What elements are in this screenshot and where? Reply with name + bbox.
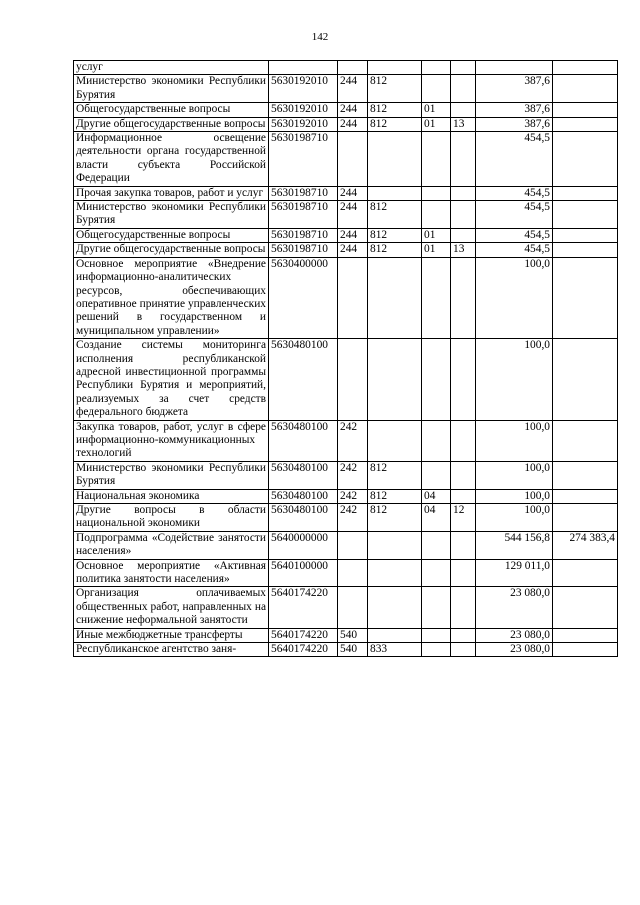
row-section-cell bbox=[422, 420, 451, 461]
row-kind-cell bbox=[338, 132, 368, 187]
row-code-cell: 5640000000 bbox=[269, 531, 338, 559]
table-row bbox=[74, 628, 618, 642]
budget-table bbox=[73, 60, 618, 657]
row-kind-cell bbox=[338, 587, 368, 628]
row-amount2-cell bbox=[553, 117, 618, 131]
table-row bbox=[74, 75, 618, 103]
row-dept-cell: 812 bbox=[368, 117, 422, 131]
row-amount-cell: 454,5 bbox=[476, 132, 553, 187]
row-name-cell: Закупка товаров, работ, услуг в сфере информационно-коммуникационных технологий bbox=[74, 420, 269, 461]
row-name-cell: Основное мероприятие «Внедрение информационно-аналитических ресурсов, обеспечивающих оперативное принятие управленческих решений в государственном и муниципальном управлении» bbox=[74, 257, 269, 338]
row-section-cell bbox=[422, 201, 451, 229]
row-amount-cell: 454,5 bbox=[476, 201, 553, 229]
row-subsection-cell bbox=[451, 643, 476, 657]
row-section-cell bbox=[422, 461, 451, 489]
row-subsection-cell bbox=[451, 339, 476, 420]
table-row bbox=[74, 228, 618, 242]
row-dept-cell: 812 bbox=[368, 103, 422, 117]
row-amount2-cell bbox=[553, 257, 618, 338]
row-name-cell: Другие общегосударственные вопросы bbox=[74, 243, 269, 257]
row-amount-cell: 454,5 bbox=[476, 228, 553, 242]
row-kind-cell: 540 bbox=[338, 643, 368, 657]
table-row bbox=[74, 257, 618, 338]
row-name-cell: Министерство экономики Республики Бурятия bbox=[74, 201, 269, 229]
row-amount2-cell bbox=[553, 75, 618, 103]
row-name-cell: Министерство экономики Республики Бурятия bbox=[74, 461, 269, 489]
row-code-cell: 5630198710 bbox=[269, 201, 338, 229]
row-name-cell: Информационное освещение деятельности органа государственной власти субъекта Российской Федерации bbox=[74, 132, 269, 187]
row-amount2-cell bbox=[553, 643, 618, 657]
row-amount2-cell bbox=[553, 628, 618, 642]
table-row bbox=[74, 643, 618, 657]
row-section-cell bbox=[422, 559, 451, 587]
row-dept-cell bbox=[368, 257, 422, 338]
row-kind-cell: 244 bbox=[338, 228, 368, 242]
row-name-cell: Подпрограмма «Содействие занятости населения» bbox=[74, 531, 269, 559]
row-section-cell bbox=[422, 628, 451, 642]
row-dept-cell: 812 bbox=[368, 461, 422, 489]
row-amount2-cell: 274 383,4 bbox=[553, 531, 618, 559]
row-amount2-cell bbox=[553, 420, 618, 461]
row-amount-cell: 129 011,0 bbox=[476, 559, 553, 587]
row-subsection-cell bbox=[451, 75, 476, 103]
row-name-cell: Иные межбюджетные трансферты bbox=[74, 628, 269, 642]
row-section-cell: 01 bbox=[422, 103, 451, 117]
row-subsection-cell bbox=[451, 132, 476, 187]
row-amount2-cell bbox=[553, 103, 618, 117]
row-code-cell: 5630400000 bbox=[269, 257, 338, 338]
row-subsection-cell bbox=[451, 201, 476, 229]
row-dept-cell: 812 bbox=[368, 75, 422, 103]
row-subsection-cell bbox=[451, 186, 476, 200]
row-section-cell: 01 bbox=[422, 117, 451, 131]
row-subsection-cell bbox=[451, 420, 476, 461]
table-row bbox=[74, 489, 618, 503]
row-subsection-cell bbox=[451, 587, 476, 628]
row-dept-cell: 812 bbox=[368, 201, 422, 229]
row-dept-cell bbox=[368, 628, 422, 642]
table-row bbox=[74, 504, 618, 532]
row-amount-cell: 100,0 bbox=[476, 489, 553, 503]
row-dept-cell bbox=[368, 420, 422, 461]
row-subsection-cell: 13 bbox=[451, 117, 476, 131]
row-amount-cell: 387,6 bbox=[476, 103, 553, 117]
row-kind-cell: 242 bbox=[338, 420, 368, 461]
row-kind-cell: 242 bbox=[338, 504, 368, 532]
row-amount2-cell bbox=[553, 504, 618, 532]
table-row bbox=[74, 531, 618, 559]
row-name-cell: Общегосударственные вопросы bbox=[74, 103, 269, 117]
row-dept-cell bbox=[368, 132, 422, 187]
row-section-cell bbox=[422, 186, 451, 200]
row-kind-cell: 244 bbox=[338, 186, 368, 200]
row-kind-cell: 244 bbox=[338, 103, 368, 117]
row-kind-cell: 244 bbox=[338, 243, 368, 257]
row-amount-cell: 100,0 bbox=[476, 257, 553, 338]
row-amount-cell: 387,6 bbox=[476, 75, 553, 103]
row-section-cell: 01 bbox=[422, 243, 451, 257]
row-amount-cell: 23 080,0 bbox=[476, 628, 553, 642]
table-row bbox=[74, 587, 618, 628]
row-code-cell: 5640174220 bbox=[269, 628, 338, 642]
row-amount2-cell bbox=[553, 243, 618, 257]
row-code-cell: 5640174220 bbox=[269, 587, 338, 628]
page-number: 142 bbox=[311, 31, 329, 43]
row-amount2-cell bbox=[553, 339, 618, 420]
row-dept-cell: 812 bbox=[368, 228, 422, 242]
row-amount-cell: 100,0 bbox=[476, 420, 553, 461]
row-section-cell bbox=[422, 587, 451, 628]
row-kind-cell: 244 bbox=[338, 201, 368, 229]
table-row bbox=[74, 117, 618, 131]
row-code-cell: 5630480100 bbox=[269, 504, 338, 532]
row-code-cell: 5630480100 bbox=[269, 461, 338, 489]
row-section-cell: 04 bbox=[422, 504, 451, 532]
row-amount2-cell bbox=[553, 186, 618, 200]
row-name-cell: Другие вопросы в области национальной экономики bbox=[74, 504, 269, 532]
row-section-cell: 01 bbox=[422, 228, 451, 242]
row-section-cell: 04 bbox=[422, 489, 451, 503]
table-row bbox=[74, 243, 618, 257]
row-section-cell bbox=[422, 643, 451, 657]
continuation-row bbox=[74, 61, 618, 75]
row-name-cell: Общегосударственные вопросы bbox=[74, 228, 269, 242]
row-code-cell: 5640100000 bbox=[269, 559, 338, 587]
row-dept-cell: 812 bbox=[368, 489, 422, 503]
row-name-cell: Основное мероприятие «Активная политика занятости населения» bbox=[74, 559, 269, 587]
row-section-cell bbox=[422, 531, 451, 559]
row-section-cell bbox=[422, 75, 451, 103]
row-code-cell: 5630198710 bbox=[269, 228, 338, 242]
row-dept-cell bbox=[368, 531, 422, 559]
row-code-cell: 5640174220 bbox=[269, 643, 338, 657]
row-name-cell: Прочая закупка товаров, работ и услуг bbox=[74, 186, 269, 200]
row-subsection-cell bbox=[451, 103, 476, 117]
row-subsection-cell: 13 bbox=[451, 243, 476, 257]
table-row bbox=[74, 559, 618, 587]
row-dept-cell bbox=[368, 339, 422, 420]
row-subsection-cell bbox=[451, 489, 476, 503]
row-amount2-cell bbox=[553, 559, 618, 587]
table-row bbox=[74, 132, 618, 187]
row-code-cell: 5630198710 bbox=[269, 186, 338, 200]
row-subsection-cell bbox=[451, 461, 476, 489]
row-name-cell: Министерство экономики Республики Бурятия bbox=[74, 75, 269, 103]
row-kind-cell: 242 bbox=[338, 461, 368, 489]
row-kind-cell: 242 bbox=[338, 489, 368, 503]
row-code-cell: 5630192010 bbox=[269, 117, 338, 131]
row-subsection-cell bbox=[451, 559, 476, 587]
table-row bbox=[74, 186, 618, 200]
row-kind-cell: 244 bbox=[338, 75, 368, 103]
row-amount-cell: 100,0 bbox=[476, 339, 553, 420]
row-name-cell: Организация оплачиваемых общественных работ, направленных на снижение неформальной занятости bbox=[74, 587, 269, 628]
row-name-cell: Создание системы мониторинга исполнения республиканской адресной инвестиционной программы Республики Бурятия и мероприятий, реализуемых за счет средств федерального бюджета bbox=[74, 339, 269, 420]
row-code-cell: 5630480100 bbox=[269, 339, 338, 420]
row-dept-cell: 833 bbox=[368, 643, 422, 657]
row-amount2-cell bbox=[553, 489, 618, 503]
row-section-cell bbox=[422, 257, 451, 338]
continuation-cell: услуг bbox=[74, 61, 269, 75]
row-dept-cell bbox=[368, 587, 422, 628]
row-amount-cell: 387,6 bbox=[476, 117, 553, 131]
row-code-cell: 5630198710 bbox=[269, 132, 338, 187]
row-kind-cell: 244 bbox=[338, 117, 368, 131]
row-dept-cell: 812 bbox=[368, 504, 422, 532]
table-row bbox=[74, 103, 618, 117]
row-subsection-cell bbox=[451, 531, 476, 559]
table-row bbox=[74, 461, 618, 489]
row-amount-cell: 23 080,0 bbox=[476, 643, 553, 657]
row-amount2-cell bbox=[553, 228, 618, 242]
row-kind-cell: 540 bbox=[338, 628, 368, 642]
row-amount2-cell bbox=[553, 587, 618, 628]
row-amount2-cell bbox=[553, 201, 618, 229]
row-amount2-cell bbox=[553, 132, 618, 187]
row-dept-cell bbox=[368, 186, 422, 200]
row-subsection-cell: 12 bbox=[451, 504, 476, 532]
row-dept-cell bbox=[368, 559, 422, 587]
row-name-cell: Национальная экономика bbox=[74, 489, 269, 503]
row-amount-cell: 100,0 bbox=[476, 461, 553, 489]
table-row bbox=[74, 420, 618, 461]
row-code-cell: 5630192010 bbox=[269, 103, 338, 117]
row-code-cell: 5630480100 bbox=[269, 420, 338, 461]
row-kind-cell bbox=[338, 559, 368, 587]
row-subsection-cell bbox=[451, 228, 476, 242]
row-subsection-cell bbox=[451, 628, 476, 642]
row-amount-cell: 454,5 bbox=[476, 186, 553, 200]
row-amount-cell: 100,0 bbox=[476, 504, 553, 532]
row-code-cell: 5630480100 bbox=[269, 489, 338, 503]
row-amount2-cell bbox=[553, 461, 618, 489]
row-name-cell: Другие общегосударственные вопросы bbox=[74, 117, 269, 131]
row-kind-cell bbox=[338, 339, 368, 420]
row-code-cell: 5630192010 bbox=[269, 75, 338, 103]
table-row bbox=[74, 201, 618, 229]
row-subsection-cell bbox=[451, 257, 476, 338]
row-amount-cell: 454,5 bbox=[476, 243, 553, 257]
row-kind-cell bbox=[338, 257, 368, 338]
table-row bbox=[74, 339, 618, 420]
row-dept-cell: 812 bbox=[368, 243, 422, 257]
row-kind-cell bbox=[338, 531, 368, 559]
row-section-cell bbox=[422, 132, 451, 187]
row-amount-cell: 544 156,8 bbox=[476, 531, 553, 559]
row-code-cell: 5630198710 bbox=[269, 243, 338, 257]
row-amount-cell: 23 080,0 bbox=[476, 587, 553, 628]
row-name-cell: Республиканское агентство заня- bbox=[74, 643, 269, 657]
row-section-cell bbox=[422, 339, 451, 420]
